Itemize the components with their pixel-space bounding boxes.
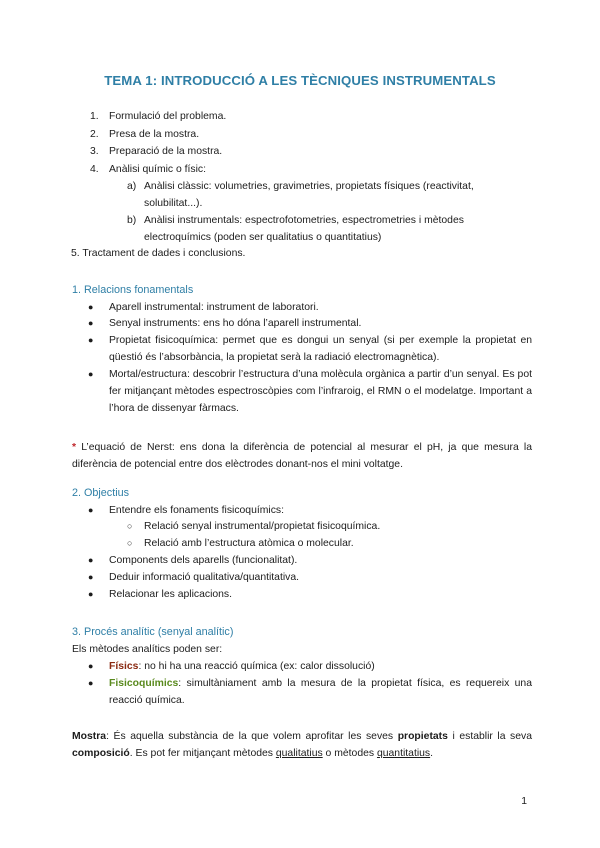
list-item: 1. Formulació del problema. (90, 111, 227, 122)
nerst-note: * L’equació de Nerst: ens dona la diferència de potencial al mesurar el pH, ja que mesura la diferència de potencial entre dos elèctrodes donant-nos el mini voltatge. (72, 442, 532, 470)
mostra-paragraph: Mostra: És aquella substància de la que volem aprofitar les seves propietats i establir la seva composició. Es pot fer mitjançant mètodes qualitatius o mètodes quantitatius. (72, 731, 533, 759)
bullet-item: ● Relacionar les aplicacions. (88, 588, 233, 600)
bullet-icon: ● (88, 661, 94, 671)
bullet-icon: ● (88, 335, 94, 346)
bullet-item: ● Fisicoquímics: simultàniament amb la mesura de la propietat física, es requereix una reacció química. (88, 677, 532, 706)
page-title: TEMA 1: INTRODUCCIÓ A LES TÈCNIQUES INSTRUMENTALS (104, 73, 496, 88)
bullet-icon: ● (88, 555, 94, 566)
bullet-icon: ● (88, 504, 94, 515)
bullet-item: ● Senyal instruments: ens ho dóna l’aparell instrumental. (88, 318, 362, 330)
bullet-icon: ● (88, 588, 94, 599)
asterisk-icon: * (72, 442, 77, 453)
section-intro: Els mètodes analítics poden ser: (72, 643, 223, 655)
bullet-item: ● Propietat fisicoquímica: permet que es dongui un senyal (si per exemple la propietat en qüestió és l’absorbància, la propietat serà la radiació electromagnètica). (88, 335, 532, 364)
bullet-item: ● Components dels aparells (funcionalitat). (88, 555, 298, 567)
section-heading: 3. Procés analític (senyal analític) (72, 626, 234, 638)
list-item: 2. Presa de la mostra. (90, 128, 200, 140)
bullet-icon: ● (88, 571, 94, 582)
circle-bullet-icon: ○ (127, 521, 133, 532)
step-5: 5. Tractament de dades i conclusions. (71, 248, 246, 260)
bullet-icon: ● (88, 677, 94, 688)
bullet-item: ● Aparell instrumental: instrument de laboratori. (88, 301, 319, 313)
page-number: 1 (521, 796, 527, 807)
sub-bullet-item: ○ Relació senyal instrumental/propietat fisicoquímica. (127, 521, 381, 533)
steps-list (72, 109, 532, 264)
sub-list-item: a) Anàlisi clàssic: volumetries, gravimetries, propietats físiques (reactivitat, solubilitat...). (127, 181, 474, 209)
bullet-item: ● Físics: no hi ha una reacció química (ex: calor dissolució) (88, 661, 375, 672)
sub-list-item: b) Anàlisi instrumentals: espectrofotometries, espectrometries i mètodes electroquímics (poden ser qualitatius o quantitatius) (127, 214, 464, 243)
section-heading: 2. Objectius (72, 487, 130, 499)
list-item: 4. Anàlisi químic o físic: (90, 163, 207, 175)
section-objectius (72, 485, 532, 604)
bullet-icon: ● (88, 368, 94, 379)
section-proces (72, 624, 532, 710)
sub-bullet-item: ○ Relació amb l’estructura atòmica o molecular. (127, 538, 354, 550)
bullet-icon: ● (88, 301, 94, 312)
bullet-icon: ● (88, 318, 94, 329)
bullet-item: ● Entendre els fonaments fisicoquímics: (88, 504, 284, 516)
bullet-item: ● Deduir informació qualitativa/quantitativa. (88, 571, 300, 583)
bullet-item: ● Mortal/estructura: descobrir l’estructura d’una molècula orgànica a partir d’un senyal. Es pot fer mitjançant mètodes espectroscòpies com l’infraroig, el RMN o el modelatge. Important a l’hora de dissenyar fàrmacs. (88, 368, 532, 414)
circle-bullet-icon: ○ (127, 538, 133, 549)
section-heading: 1. Relacions fonamentals (72, 284, 194, 296)
section-relacions (72, 282, 532, 417)
list-item: 3. Preparació de la mostra. (90, 146, 223, 157)
